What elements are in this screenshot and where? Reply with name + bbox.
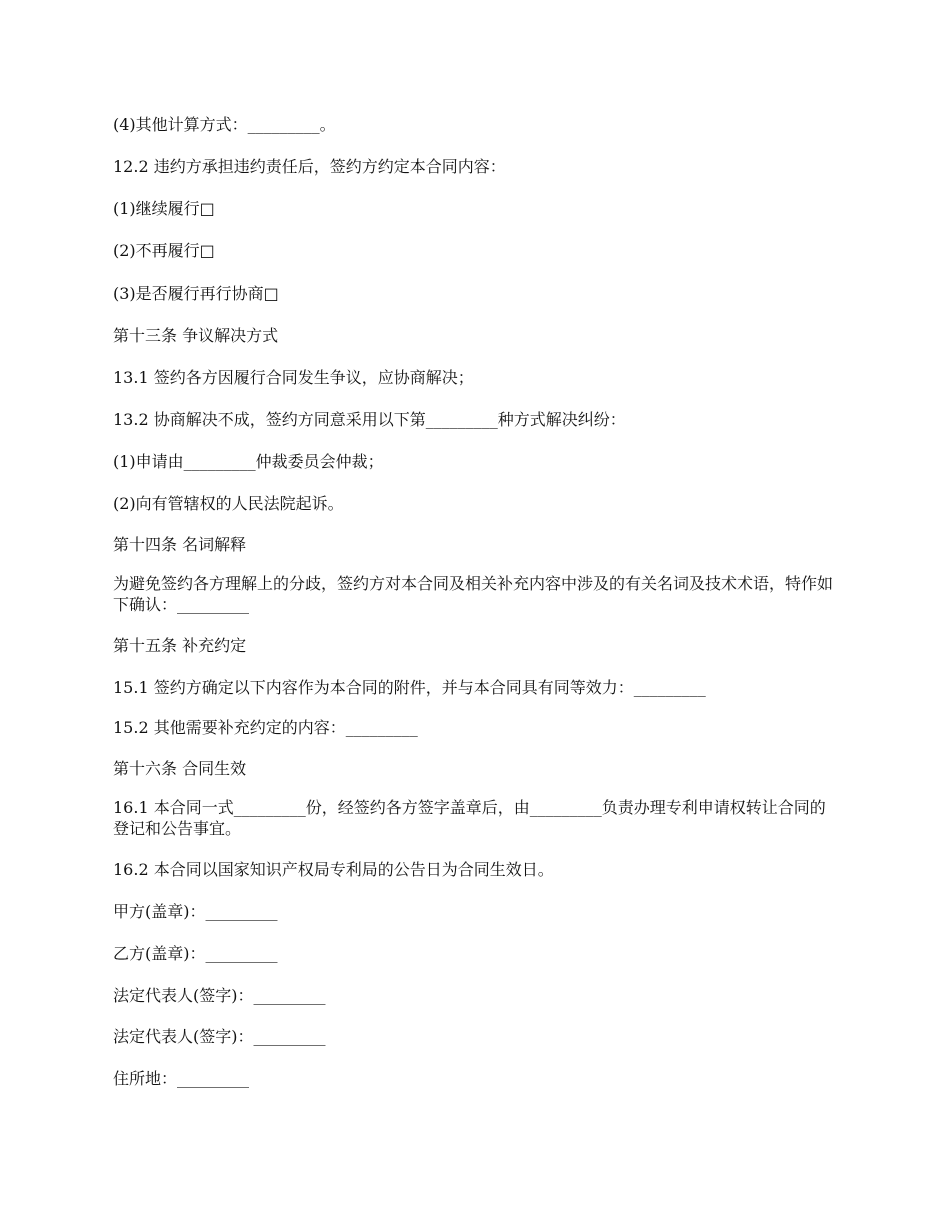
party-b-seal: 乙方(盖章)：_________ bbox=[113, 944, 278, 963]
clause-12-2: 12.2 违约方承担违约责任后，签约方约定本合同内容： bbox=[113, 157, 506, 176]
option-stop-performance: (2)不再履行□ bbox=[113, 241, 215, 260]
option-arbitration: (1)申请由_________仲裁委员会仲裁； bbox=[113, 452, 384, 471]
clause-15-2: 15.2 其他需要补充约定的内容：_________ bbox=[113, 718, 418, 737]
clause-16-1: 16.1 本合同一式_________份，经签约各方签字盖章后，由_________负责办理专利申请权转让合同的登记和公告事宜。 bbox=[113, 798, 826, 838]
clause-13-2: 13.2 协商解决不成，签约方同意采用以下第_________种方式解决纠纷： bbox=[113, 410, 626, 429]
article-14-heading: 第十四条 名词解释 bbox=[113, 535, 247, 554]
option-negotiate: (3)是否履行再行协商□ bbox=[113, 284, 279, 303]
article-13-heading: 第十三条 争议解决方式 bbox=[113, 326, 279, 345]
clause-15-1: 15.1 签约方确定以下内容作为本合同的附件，并与本合同具有同等效力：_________ bbox=[113, 678, 706, 697]
clause-13-1: 13.1 签约各方因履行合同发生争议，应协商解决； bbox=[113, 368, 474, 387]
party-a-seal: 甲方(盖章)：_________ bbox=[113, 902, 278, 921]
option-court: (2)向有管辖权的人民法院起诉。 bbox=[113, 494, 344, 513]
article-15-heading: 第十五条 补充约定 bbox=[113, 636, 247, 655]
article-14-body: 为避免签约各方理解上的分歧，签约方对本合同及相关补充内容中涉及的有关名词及技术术语，特作如下确认：_________ bbox=[113, 574, 834, 614]
domicile: 住所地：_________ bbox=[113, 1069, 250, 1088]
clause-16-2: 16.2 本合同以国家知识产权局专利局的公告日为合同生效日。 bbox=[113, 860, 554, 879]
option-continue-performance: (1)继续履行□ bbox=[113, 199, 215, 218]
clause-12-1-other-method: (4)其他计算方式：_________。 bbox=[113, 115, 336, 134]
legal-rep-signature-1: 法定代表人(签字)：_________ bbox=[113, 986, 326, 1005]
article-16-heading: 第十六条 合同生效 bbox=[113, 759, 247, 778]
legal-rep-signature-2: 法定代表人(签字)：_________ bbox=[113, 1027, 326, 1046]
